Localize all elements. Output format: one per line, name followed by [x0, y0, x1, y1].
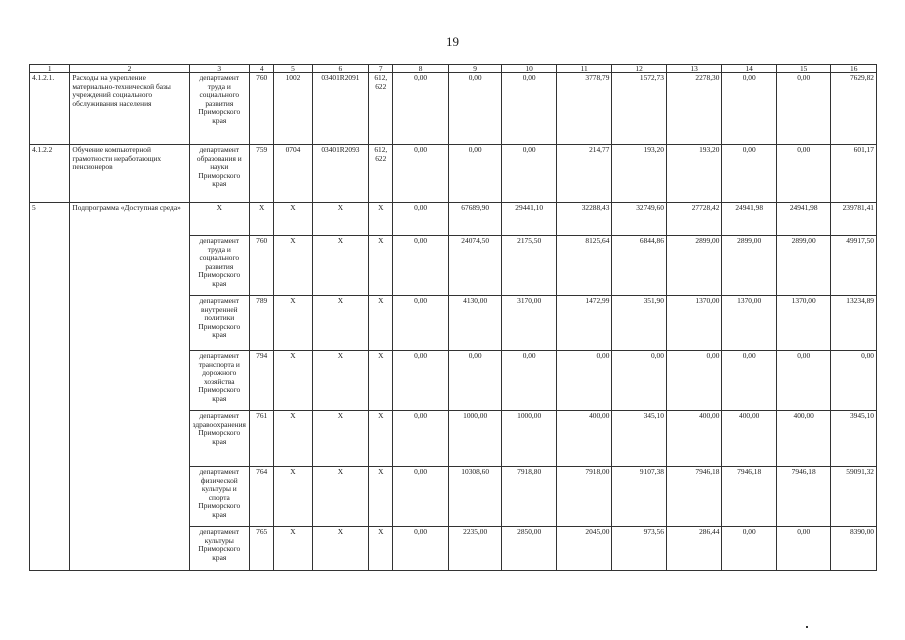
expense-type-code: Х [369, 527, 393, 571]
target-article-code: Х [312, 411, 369, 467]
value-col-11: 32288,43 [556, 203, 612, 236]
expense-type-code: Х [369, 467, 393, 527]
value-col-10: 2175,50 [502, 236, 557, 296]
value-col-16: 59091,32 [831, 467, 877, 527]
column-number-row [30, 65, 877, 73]
value-col-8: 0,00 [393, 411, 449, 467]
header-cell: 4 [250, 65, 274, 73]
value-col-13: 2278,30 [666, 73, 722, 145]
value-col-8: 0,00 [393, 467, 449, 527]
value-col-13: 27728,42 [666, 203, 722, 236]
header-cell: 1 [30, 65, 70, 73]
target-article-code: Х [312, 296, 369, 351]
header-cell: 6 [312, 65, 369, 73]
value-col-8: 0,00 [393, 527, 449, 571]
expense-type-code: Х [369, 351, 393, 411]
value-col-14: 400,00 [722, 411, 777, 467]
value-col-14: 0,00 [722, 73, 777, 145]
value-col-8: 0,00 [393, 236, 449, 296]
value-col-12: 0,00 [612, 351, 667, 411]
row-number: 4.1.2.1. [30, 73, 70, 145]
executor: департамент здравоохранения Приморского края [189, 411, 250, 467]
section-code: Х [274, 351, 312, 411]
section-code: Х [274, 203, 312, 236]
target-article-code: 03401R2091 [312, 73, 369, 145]
value-col-9: 0,00 [448, 145, 502, 203]
measure-name: Обучение компьютерной грамотности неработающих пенсионеров [70, 145, 189, 203]
header-cell: 16 [831, 65, 877, 73]
value-col-9: 2235,00 [448, 527, 502, 571]
value-col-13: 193,20 [666, 145, 722, 203]
row-number: 4.1.2.2 [30, 145, 70, 203]
target-article-code: Х [312, 203, 369, 236]
value-col-12: 973,56 [612, 527, 667, 571]
grbs-code: 760 [250, 73, 274, 145]
executor: департамент транспорта и дорожного хозяйства Приморского края [189, 351, 250, 411]
value-col-11: 400,00 [556, 411, 612, 467]
executor: департамент внутренней политики Приморского края [189, 296, 250, 351]
executor: департамент физической культуры и спорта Приморского края [189, 467, 250, 527]
page-number: 19 [446, 34, 459, 49]
value-col-8: 0,00 [393, 296, 449, 351]
section-code: Х [274, 296, 312, 351]
executor: Х [189, 203, 250, 236]
grbs-code: 794 [250, 351, 274, 411]
value-col-15: 400,00 [776, 411, 831, 467]
target-article-code: Х [312, 527, 369, 571]
value-col-16: 601,17 [831, 145, 877, 203]
grbs-code: Х [250, 203, 274, 236]
grbs-code: 761 [250, 411, 274, 467]
value-col-13: 1370,00 [666, 296, 722, 351]
target-article-code: Х [312, 467, 369, 527]
value-col-11: 3778,79 [556, 73, 612, 145]
header-cell: 8 [393, 65, 449, 73]
value-col-12: 6844,86 [612, 236, 667, 296]
value-col-11: 214,77 [556, 145, 612, 203]
value-col-10: 3170,00 [502, 296, 557, 351]
header-cell: 12 [612, 65, 667, 73]
value-col-10: 0,00 [502, 73, 557, 145]
scan-dot [806, 626, 808, 628]
value-col-14: 24941,98 [722, 203, 777, 236]
value-col-8: 0,00 [393, 351, 449, 411]
value-col-14: 2899,00 [722, 236, 777, 296]
value-col-9: 0,00 [448, 351, 502, 411]
value-col-16: 7629,82 [831, 73, 877, 145]
value-col-15: 24941,98 [776, 203, 831, 236]
grbs-code: 759 [250, 145, 274, 203]
value-col-16: 13234,89 [831, 296, 877, 351]
table-row [30, 203, 877, 236]
executor: департамент культуры Приморского края [189, 527, 250, 571]
header-cell: 7 [369, 65, 393, 73]
measure-name: Расходы на укрепление материально-технической базы учреждений социального обслуживания населения [70, 73, 189, 145]
value-col-11: 2045,00 [556, 527, 612, 571]
expense-type-code: 612, 622 [369, 73, 393, 145]
value-col-14: 7946,18 [722, 467, 777, 527]
value-col-9: 67689,90 [448, 203, 502, 236]
value-col-15: 0,00 [776, 73, 831, 145]
value-col-12: 1572,73 [612, 73, 667, 145]
value-col-8: 0,00 [393, 145, 449, 203]
value-col-9: 10308,60 [448, 467, 502, 527]
target-article-code: Х [312, 351, 369, 411]
value-col-16: 8390,00 [831, 527, 877, 571]
expense-type-code: Х [369, 236, 393, 296]
value-col-9: 1000,00 [448, 411, 502, 467]
section-code: Х [274, 411, 312, 467]
value-col-11: 7918,00 [556, 467, 612, 527]
header-cell: 5 [274, 65, 312, 73]
value-col-15: 7946,18 [776, 467, 831, 527]
value-col-13: 0,00 [666, 351, 722, 411]
value-col-8: 0,00 [393, 73, 449, 145]
header-cell: 3 [189, 65, 250, 73]
header-cell: 13 [666, 65, 722, 73]
grbs-code: 760 [250, 236, 274, 296]
value-col-15: 0,00 [776, 145, 831, 203]
value-col-12: 9107,38 [612, 467, 667, 527]
value-col-10: 0,00 [502, 351, 557, 411]
expense-type-code: Х [369, 203, 393, 236]
table-row [30, 73, 877, 145]
value-col-13: 7946,18 [666, 467, 722, 527]
executor: департамент образования и науки Приморского края [189, 145, 250, 203]
header-cell: 15 [776, 65, 831, 73]
value-col-9: 4130,00 [448, 296, 502, 351]
section-code: 0704 [274, 145, 312, 203]
value-col-10: 29441,10 [502, 203, 557, 236]
section-code: Х [274, 527, 312, 571]
section-code: Х [274, 467, 312, 527]
header-cell: 11 [556, 65, 612, 73]
value-col-15: 2899,00 [776, 236, 831, 296]
value-col-10: 7918,80 [502, 467, 557, 527]
target-article-code: 03401R2093 [312, 145, 369, 203]
grbs-code: 765 [250, 527, 274, 571]
executor: департамент труда и социального развития Приморского края [189, 73, 250, 145]
header-cell: 10 [502, 65, 557, 73]
value-col-10: 2850,00 [502, 527, 557, 571]
value-col-11: 0,00 [556, 351, 612, 411]
value-col-13: 286,44 [666, 527, 722, 571]
grbs-code: 789 [250, 296, 274, 351]
value-col-16: 49917,50 [831, 236, 877, 296]
budget-table [29, 64, 877, 571]
expense-type-code: 612, 622 [369, 145, 393, 203]
value-col-12: 193,20 [612, 145, 667, 203]
value-col-13: 400,00 [666, 411, 722, 467]
value-col-14: 0,00 [722, 351, 777, 411]
expense-type-code: Х [369, 411, 393, 467]
section-code: 1002 [274, 73, 312, 145]
header-cell: 2 [70, 65, 189, 73]
grbs-code: 764 [250, 467, 274, 527]
target-article-code: Х [312, 236, 369, 296]
value-col-16: 3945,10 [831, 411, 877, 467]
header-cell: 9 [448, 65, 502, 73]
row-number: 5 [30, 203, 70, 571]
value-col-15: 1370,00 [776, 296, 831, 351]
executor: департамент труда и социального развития Приморского края [189, 236, 250, 296]
value-col-11: 1472,99 [556, 296, 612, 351]
value-col-13: 2899,00 [666, 236, 722, 296]
measure-name: Подпрограмма «Доступная среда» [70, 203, 189, 571]
value-col-12: 32749,60 [612, 203, 667, 236]
value-col-10: 1000,00 [502, 411, 557, 467]
value-col-11: 8125,64 [556, 236, 612, 296]
value-col-12: 345,10 [612, 411, 667, 467]
section-code: Х [274, 236, 312, 296]
value-col-12: 351,90 [612, 296, 667, 351]
value-col-15: 0,00 [776, 527, 831, 571]
value-col-14: 0,00 [722, 145, 777, 203]
expense-type-code: Х [369, 296, 393, 351]
value-col-16: 239781,41 [831, 203, 877, 236]
value-col-15: 0,00 [776, 351, 831, 411]
value-col-10: 0,00 [502, 145, 557, 203]
header-cell: 14 [722, 65, 777, 73]
value-col-14: 1370,00 [722, 296, 777, 351]
table-row [30, 145, 877, 203]
value-col-16: 0,00 [831, 351, 877, 411]
value-col-9: 0,00 [448, 73, 502, 145]
value-col-9: 24074,50 [448, 236, 502, 296]
value-col-14: 0,00 [722, 527, 777, 571]
value-col-8: 0,00 [393, 203, 449, 236]
